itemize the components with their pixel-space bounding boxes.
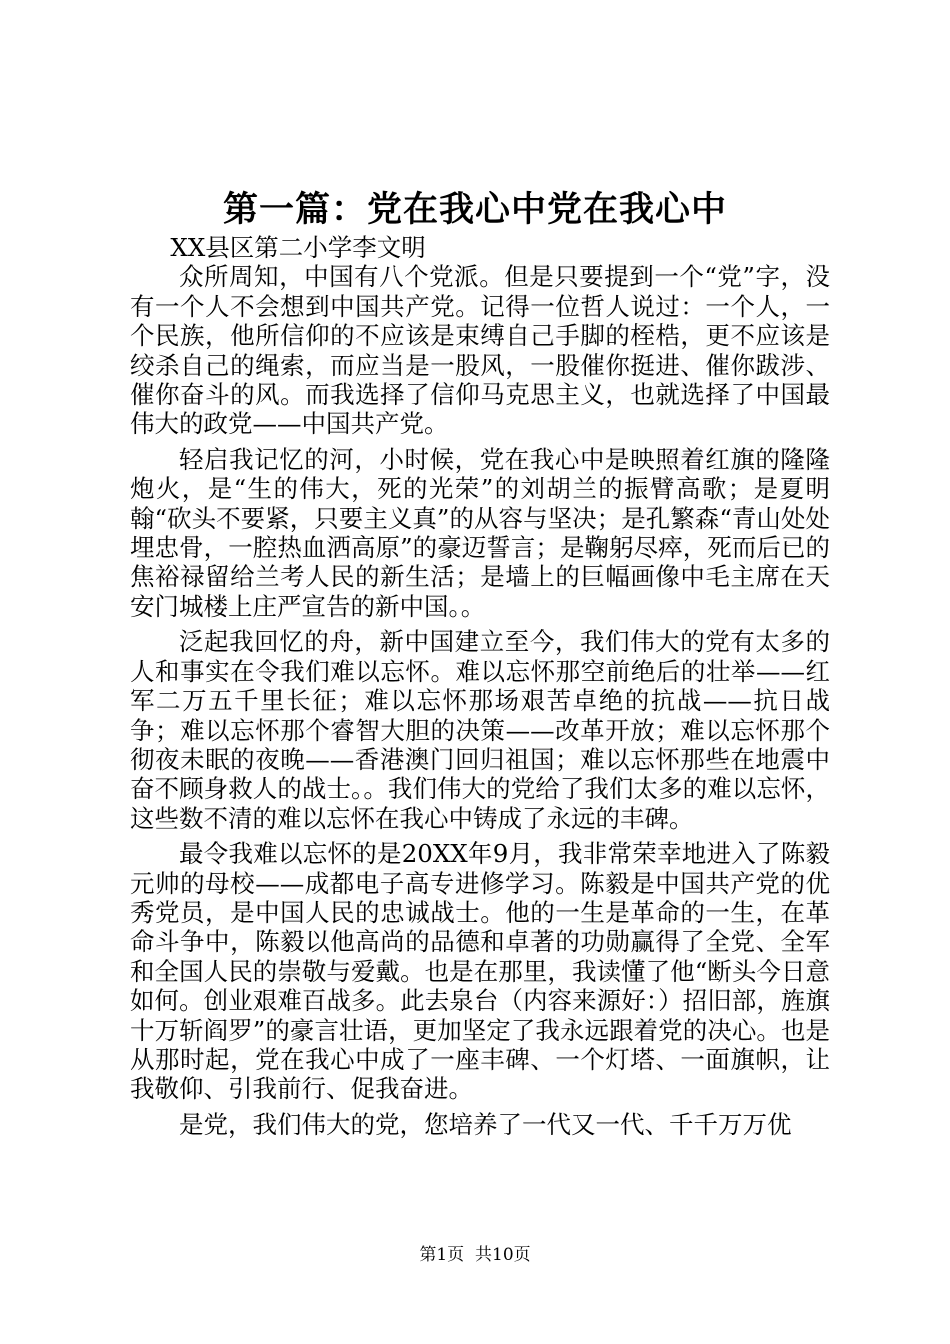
paragraph-2: 轻启我记忆的河，小时候，党在我心中是映照着红旗的隆隆炮火，是“生的伟大，死的光荣”的刘胡兰的振臂高歌；是夏明翰“砍头不要紧，只要主义真”的从容与坚决；是孔繁森“青山处处埋忠骨，一腔热血洒高原”的豪迈誓言；是鞠躬尽瘁，死而后已的焦裕禄留给兰考人民的新生活；是墙上的巨幅画像中毛主席在天安门城楼上庄严宣告的新中国。。 [130, 444, 830, 621]
document-body [130, 233, 830, 1139]
page-total: 共10页 [475, 1245, 531, 1265]
author-line: XX县区第二小学李文明 [170, 233, 426, 262]
document-title: 第一篇：党在我心中党在我心中 [222, 189, 727, 230]
paragraph-5: 是党，我们伟大的党，您培养了一代又一代、千千万万优 [179, 1109, 792, 1139]
paragraph-4: 最令我难以忘怀的是20XX年9月，我非常荣幸地进入了陈毅元帅的母校——成都电子高专进修学习。陈毅是中国共产党的优秀党员，是中国人民的忠诚战士。他的一生是革命的一生，在革命斗争中，陈毅以他高尚的品德和卓著的功勋赢得了全党、全军和全国人民的崇敬与爱戴。也是在那里，我读懂了他“断头今日意如何。创业艰难百战多。此去泉台（内容来源好：）招旧部，旌旗十万斩阎罗”的豪言壮语，更加坚定了我永远跟着党的决心。也是从那时起，党在我心中成了一座丰碑、一个灯塔、一面旗帜，让我敬仰、引我前行、促我奋进。 [130, 839, 830, 1104]
page-footer [0, 1243, 950, 1267]
paragraph-3: 泛起我回忆的舟，新中国建立至今，我们伟大的党有太多的人和事实在令我们难以忘怀。难以忘怀那空前绝后的壮举——红军二万五千里长征；难以忘怀那场艰苦卓绝的抗战——抗日战争；难以忘怀那个睿智大胆的决策——改革开放；难以忘怀那个彻夜未眠的夜晚——香港澳门回归祖国；难以忘怀那些在地震中奋不顾身救人的战士。。我们伟大的党给了我们太多的难以忘怀，这些数不清的难以忘怀在我心中铸成了永远的丰碑。 [130, 627, 830, 833]
page-number: 第1页 [419, 1245, 465, 1265]
paragraph-1: 众所周知，中国有八个党派。但是只要提到一个“党”字，没有一个人不会想到中国共产党。记得一位哲人说过：一个人，一个民族，他所信仰的不应该是束缚自己手脚的桎梏，更不应该是绞杀自己的绳索，而应当是一股风，一股催你挺进、催你跋涉、催你奋斗的风。而我选择了信仰马克思主义，也就选择了中国最伟大的政党——中国共产党。 [130, 262, 830, 439]
